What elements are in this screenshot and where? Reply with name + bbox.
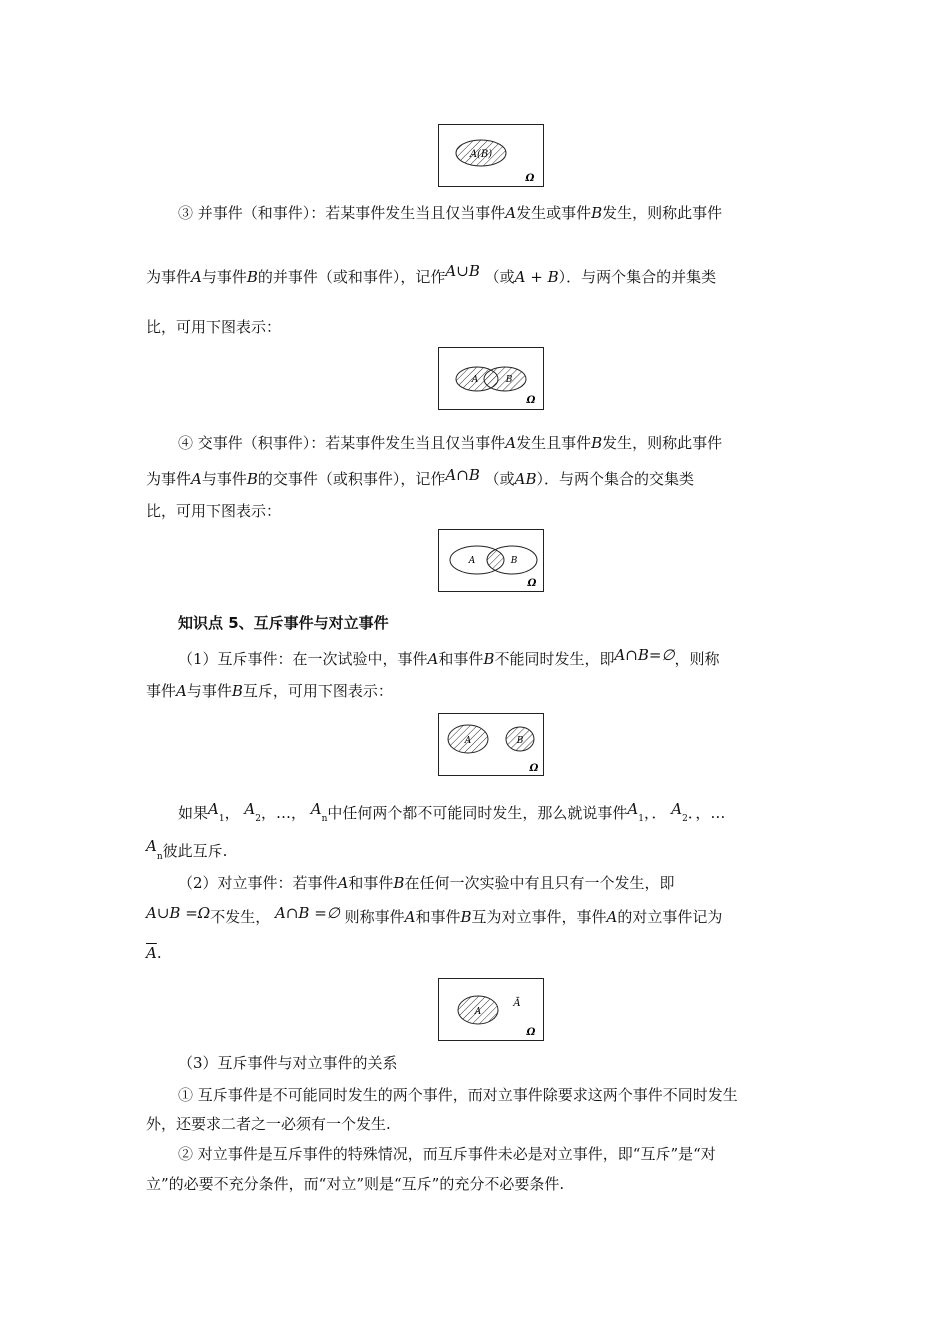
multi-exclusive-line1: 如果$A_1$， $A_2$，…， $A_n$中任何两个都不可能同时发生，那么就说事件$A_1$，． $A_2$．，… [178, 800, 726, 824]
label-a: A [468, 556, 476, 566]
venn-union-svg [439, 348, 543, 409]
exclusive-paragraph-line1: （1）互斥事件：在一次试验中，事件A和事件B不能同时发生，即A∩B=∅，则称 [178, 646, 720, 668]
relationship-point2-line2: 立”的必要不充分条件，而“对立”则是“互斥”的充分不必要条件. [146, 1175, 565, 1193]
venn-diagram-disjoint [438, 713, 544, 776]
multi-exclusive-line2: $A_n$彼此互斥. [146, 837, 228, 862]
intersection-paragraph-line3: 比，可用下图表示： [146, 502, 282, 520]
label-b: B [510, 556, 518, 566]
label-a-bar: Ā [513, 998, 521, 1009]
intersection-paragraph-line2: 为事件A与事件B的交事件（或积事件），记作A∩B （或AB）．与两个集合的交集类 [146, 466, 695, 488]
venn-intersection-svg [439, 530, 543, 591]
intersection-paragraph-line1: ④ 交事件（积事件）：若某事件发生当且仅当事件A发生且事件B发生，则称此事件 [178, 434, 723, 452]
venn-equal-svg [439, 125, 543, 186]
venn-disjoint-svg [439, 714, 543, 775]
omega-label: Ω [526, 1027, 536, 1038]
omega-label: Ω [525, 173, 535, 184]
union-paragraph-line1: ③ 并事件（和事件）：若某事件发生当且仅当事件A发生或事件B发生，则称此事件 [178, 204, 723, 222]
venn-diagram-union [438, 347, 544, 410]
opposite-paragraph-line2: A∪B =Ω不发生， A∩B =∅ 则称事件A和事件B互为对立事件，事件A的对立事件记为 [146, 904, 723, 926]
venn-complement-svg [439, 979, 543, 1040]
omega-label: Ω [529, 763, 539, 774]
label-a: A [474, 1007, 482, 1017]
relationship-point1-line2: 外，还要求二者之一必须有一个发生. [146, 1115, 391, 1133]
union-paragraph-line2: 为事件A与事件B的并事件（或和事件），记作A∪B （或A + B）．与两个集合的并集类 [146, 262, 717, 286]
union-formula: A∪B [445, 262, 480, 280]
empty-intersection-formula: A∩B=∅ [614, 646, 675, 664]
label-a: A [464, 736, 472, 746]
venn-diagram-equal [438, 124, 544, 187]
relationship-point2-line1: ② 对立事件是互斥事件的特殊情况，而互斥事件未必是对立事件，即“互斥”是“对 [178, 1145, 716, 1163]
exclusive-paragraph-line2: 事件A与事件B互斥，可用下图表示： [146, 682, 393, 700]
label-a: A [471, 375, 479, 385]
relationship-title: （3）互斥事件与对立事件的关系 [178, 1054, 398, 1072]
venn-diagram-intersection [438, 529, 544, 592]
sum-formula: A + B [514, 268, 559, 286]
opposite-paragraph-line3: $\overline{A}$. [146, 944, 162, 962]
label-ab: A(B) [469, 149, 493, 160]
label-b: B [505, 375, 513, 385]
omega-label: Ω [527, 578, 537, 589]
union-paragraph-line3: 比，可用下图表示： [146, 318, 282, 336]
intersection-empty-formula: A∩B =∅ [275, 904, 340, 922]
venn-diagram-complement [438, 978, 544, 1041]
opposite-paragraph-line1: （2）对立事件：若事件A和事件B在任何一次实验中有且只有一个发生，即 [178, 874, 675, 892]
product-formula: AB [514, 470, 537, 488]
omega-label: Ω [526, 395, 536, 406]
section-heading: 知识点 5、互斥事件与对立事件 [178, 614, 389, 632]
label-b: B [516, 736, 524, 746]
intersection-formula: A∩B [445, 466, 480, 484]
relationship-point1-line1: ① 互斥事件是不可能同时发生的两个事件，而对立事件除要求这两个事件不同时发生 [178, 1086, 738, 1104]
a-bar-notation: $\overline{A}$ [146, 944, 157, 962]
union-omega-formula: A∪B =Ω [146, 904, 211, 922]
